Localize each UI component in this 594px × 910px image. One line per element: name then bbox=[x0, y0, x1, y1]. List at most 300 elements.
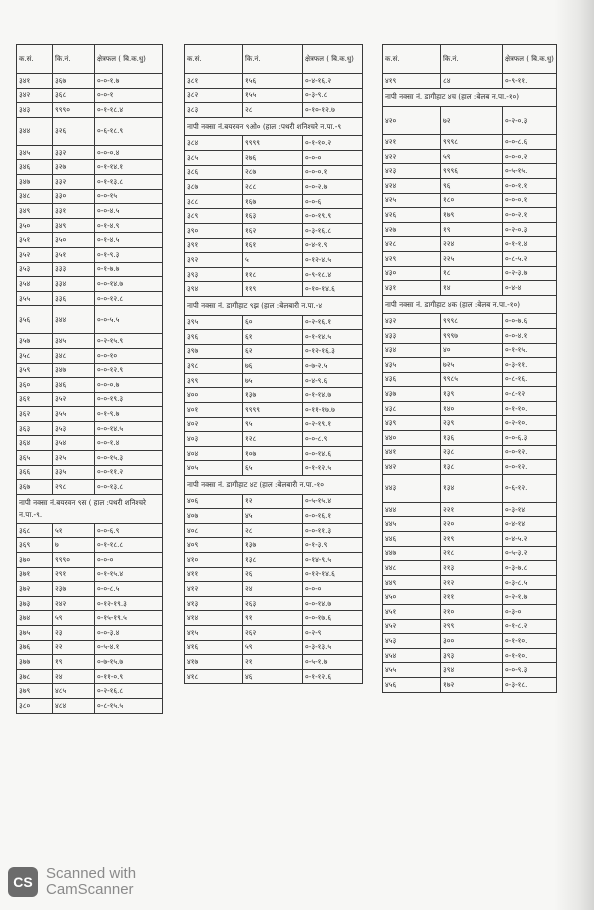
serial-cell: ३९५ bbox=[185, 315, 243, 330]
area-cell: ०-८-१२ bbox=[503, 387, 557, 402]
section-heading-row bbox=[185, 296, 363, 315]
area-cell: ०-७-१५.७ bbox=[95, 655, 163, 670]
table-row bbox=[17, 655, 163, 670]
serial-cell: ३४२ bbox=[17, 88, 53, 103]
table-row bbox=[383, 178, 557, 193]
table-row bbox=[185, 165, 363, 180]
serial-cell: ४४३ bbox=[383, 474, 441, 502]
area-cell: ०-२-९ bbox=[303, 625, 363, 640]
kitta-cell: ३९४ bbox=[441, 663, 503, 678]
table-row bbox=[185, 223, 363, 238]
kitta-cell: २९१ bbox=[53, 567, 95, 582]
table-row bbox=[17, 378, 163, 393]
kitta-cell: २८७ bbox=[243, 165, 303, 180]
serial-cell: ३८६ bbox=[185, 165, 243, 180]
kitta-cell: ३४७ bbox=[53, 363, 95, 378]
kitta-cell: ९९९६ bbox=[441, 164, 503, 179]
kitta-cell: १३४ bbox=[441, 474, 503, 502]
area-cell: ०-०-१५.३ bbox=[95, 451, 163, 466]
land-table-column-1 bbox=[16, 44, 163, 714]
table-row bbox=[383, 135, 557, 150]
kitta-cell: ७२ bbox=[441, 107, 503, 135]
kitta-cell: २२५ bbox=[441, 251, 503, 266]
section-heading-row bbox=[383, 295, 557, 314]
serial-cell: ४०७ bbox=[185, 509, 243, 524]
header-cell-plot-no: क.सं. bbox=[17, 45, 53, 74]
area-cell: ०-१-१३.८ bbox=[95, 174, 163, 189]
serial-cell: ३७९ bbox=[17, 684, 53, 699]
kitta-cell: २३९ bbox=[441, 416, 503, 431]
table-row bbox=[185, 596, 363, 611]
kitta-cell: ९९९९ bbox=[243, 403, 303, 418]
table-row bbox=[383, 107, 557, 135]
table-row bbox=[17, 626, 163, 641]
kitta-cell: २१८ bbox=[441, 546, 503, 561]
serial-cell: ३४९ bbox=[17, 204, 53, 219]
table-row bbox=[185, 373, 363, 388]
table-row bbox=[383, 677, 557, 692]
kitta-cell: २१० bbox=[441, 605, 503, 620]
area-cell: ०-०-० bbox=[95, 553, 163, 568]
serial-cell: ३६६ bbox=[17, 465, 53, 480]
area-cell: ०-२-१६.१ bbox=[303, 315, 363, 330]
serial-cell: ३६८ bbox=[17, 523, 53, 538]
area-cell: ०-२-१६.८ bbox=[95, 684, 163, 699]
serial-cell: ४५४ bbox=[383, 648, 441, 663]
table-row bbox=[383, 605, 557, 620]
serial-cell: ३६७ bbox=[17, 480, 53, 495]
kitta-cell: २६ bbox=[243, 567, 303, 582]
kitta-cell: ८४ bbox=[441, 74, 503, 89]
serial-cell: ३६२ bbox=[17, 407, 53, 422]
table-row bbox=[185, 344, 363, 359]
kitta-cell: १५६ bbox=[243, 74, 303, 89]
area-cell: ०-३-९.८ bbox=[303, 88, 363, 103]
serial-cell: ४४४ bbox=[383, 502, 441, 517]
serial-cell: ३७४ bbox=[17, 611, 53, 626]
table-row bbox=[17, 538, 163, 553]
kitta-cell: ३४६ bbox=[53, 378, 95, 393]
area-cell: ०-३-८.५ bbox=[503, 575, 557, 590]
kitta-cell: ९९९७ bbox=[441, 328, 503, 343]
serial-cell: ३४८ bbox=[17, 189, 53, 204]
area-cell: ०-३-१६.८ bbox=[303, 223, 363, 238]
header-row bbox=[17, 45, 163, 74]
kitta-cell: ४५ bbox=[243, 509, 303, 524]
table-row bbox=[383, 328, 557, 343]
table-row bbox=[17, 348, 163, 363]
table-row bbox=[383, 663, 557, 678]
kitta-cell: १६१ bbox=[243, 238, 303, 253]
kitta-cell: ३३२ bbox=[53, 145, 95, 160]
serial-cell: ३५९ bbox=[17, 363, 53, 378]
area-cell: ०-०-१२. bbox=[503, 460, 557, 475]
serial-cell: ४१३ bbox=[185, 596, 243, 611]
area-cell: ०-०-१४.५ bbox=[95, 421, 163, 436]
kitta-cell: १३९ bbox=[441, 387, 503, 402]
table-row bbox=[383, 416, 557, 431]
area-cell: ०-९-१८.४ bbox=[303, 267, 363, 282]
header-cell-plot-no: क.सं. bbox=[383, 45, 441, 74]
section-heading: नापी नक्सा नं. डागीहाट ४ट (हाल :बेलबारी न.पा.-१० bbox=[185, 476, 363, 495]
kitta-cell: ३४५ bbox=[53, 334, 95, 349]
kitta-cell: २१३ bbox=[441, 561, 503, 576]
land-table-column-2 bbox=[184, 44, 363, 684]
serial-cell: ४४१ bbox=[383, 445, 441, 460]
table-row bbox=[185, 282, 363, 297]
table-row bbox=[383, 619, 557, 634]
kitta-cell: ६५ bbox=[243, 461, 303, 476]
kitta-cell: ५१ bbox=[53, 523, 95, 538]
serial-cell: ३७६ bbox=[17, 640, 53, 655]
serial-cell: ४२४ bbox=[383, 178, 441, 193]
area-cell: ०-०-२.१ bbox=[503, 208, 557, 223]
table-row bbox=[383, 634, 557, 649]
table-row bbox=[383, 208, 557, 223]
serial-cell: ३५० bbox=[17, 218, 53, 233]
area-cell: ०-४-१६.२ bbox=[303, 74, 363, 89]
kitta-cell: २७६ bbox=[243, 150, 303, 165]
serial-cell: ४२२ bbox=[383, 149, 441, 164]
table-row bbox=[383, 460, 557, 475]
area-cell: ०-६-१८.९ bbox=[95, 117, 163, 145]
area-cell: ०-१-१५.४ bbox=[95, 567, 163, 582]
kitta-cell: ३२७ bbox=[53, 160, 95, 175]
serial-cell: ४०१ bbox=[185, 403, 243, 418]
area-cell: ०-१-१०.२ bbox=[303, 136, 363, 151]
table-row bbox=[17, 451, 163, 466]
table-row bbox=[185, 494, 363, 509]
table-row bbox=[17, 291, 163, 306]
area-cell: ०-५-४.१ bbox=[95, 640, 163, 655]
serial-cell: ३७२ bbox=[17, 582, 53, 597]
area-cell: ०-०-०.७ bbox=[95, 378, 163, 393]
area-cell: ०-०-१६.१ bbox=[303, 509, 363, 524]
area-cell: ०-०-१० bbox=[95, 348, 163, 363]
kitta-cell: २९८ bbox=[53, 480, 95, 495]
section-heading: नापी नक्सा नं.बयरवन ९स ( हाल :पथरी शनिश्चरे न.पा.-९. bbox=[17, 494, 163, 523]
serial-cell: ३५२ bbox=[17, 247, 53, 262]
area-cell: ०-४-१४ bbox=[503, 517, 557, 532]
area-cell: ०-१-१२.५ bbox=[303, 461, 363, 476]
area-cell: ०-१-१५. bbox=[503, 343, 557, 358]
kitta-cell: १३८ bbox=[243, 553, 303, 568]
serial-cell: ३७७ bbox=[17, 655, 53, 670]
serial-cell: ४२३ bbox=[383, 164, 441, 179]
area-cell: ०-१-३.९ bbox=[303, 538, 363, 553]
table-row bbox=[17, 189, 163, 204]
area-cell: ०-१-७.७ bbox=[95, 262, 163, 277]
serial-cell: ४०८ bbox=[185, 523, 243, 538]
area-cell: ०-१२-१९.३ bbox=[95, 596, 163, 611]
kitta-cell: ९९९० bbox=[53, 103, 95, 118]
area-cell: ०-१-१२.६ bbox=[303, 669, 363, 684]
kitta-cell: ७ bbox=[53, 538, 95, 553]
table-row bbox=[185, 103, 363, 118]
kitta-cell: ७२५ bbox=[441, 358, 503, 373]
table-row bbox=[17, 392, 163, 407]
kitta-cell: १२८ bbox=[243, 432, 303, 447]
area-cell: ०-०-६ bbox=[303, 194, 363, 209]
area-cell: ०-०-१५ bbox=[95, 189, 163, 204]
table-row bbox=[185, 253, 363, 268]
page-edge-shadow bbox=[554, 0, 594, 910]
area-cell: ०-०-१.१ bbox=[503, 178, 557, 193]
area-cell: ०-३-० bbox=[503, 605, 557, 620]
table-row bbox=[383, 343, 557, 358]
table-row bbox=[17, 247, 163, 262]
scanner-watermark bbox=[8, 866, 136, 898]
table-row bbox=[383, 237, 557, 252]
area-cell: ०-०-०.४ bbox=[95, 145, 163, 160]
table-row bbox=[383, 502, 557, 517]
kitta-cell: ३४४ bbox=[53, 306, 95, 334]
area-cell: ०-०-१४.७ bbox=[303, 596, 363, 611]
serial-cell: ३४३ bbox=[17, 103, 53, 118]
area-cell: ०-१०-१४.६ bbox=[303, 282, 363, 297]
table-row bbox=[185, 567, 363, 582]
serial-cell: ३८४ bbox=[185, 136, 243, 151]
table-row bbox=[17, 117, 163, 145]
area-cell: ०-४-९.६ bbox=[303, 373, 363, 388]
table-row bbox=[17, 421, 163, 436]
serial-cell: ४०६ bbox=[185, 494, 243, 509]
serial-cell: ४१६ bbox=[185, 640, 243, 655]
area-cell: ०-३-१४ bbox=[503, 502, 557, 517]
kitta-cell: २२ bbox=[53, 640, 95, 655]
kitta-cell: ३३२ bbox=[53, 174, 95, 189]
kitta-cell: १३७ bbox=[243, 388, 303, 403]
kitta-cell: ९१ bbox=[243, 611, 303, 626]
serial-cell: ३४१ bbox=[17, 74, 53, 89]
table-row bbox=[17, 669, 163, 684]
table-row bbox=[185, 388, 363, 403]
table-row bbox=[17, 523, 163, 538]
area-cell: ०-०-० bbox=[303, 150, 363, 165]
serial-cell: ४५६ bbox=[383, 677, 441, 692]
area-cell: ०-०-८.५ bbox=[95, 582, 163, 597]
section-heading-row bbox=[185, 117, 363, 136]
kitta-cell: ४८४ bbox=[53, 698, 95, 713]
kitta-cell: २८ bbox=[243, 523, 303, 538]
table-row bbox=[383, 372, 557, 387]
serial-cell: ४२८ bbox=[383, 237, 441, 252]
table-row bbox=[383, 532, 557, 547]
area-cell: ०-१-१०. bbox=[503, 634, 557, 649]
table-row bbox=[17, 74, 163, 89]
table-row bbox=[17, 553, 163, 568]
kitta-cell: २६२ bbox=[243, 625, 303, 640]
kitta-cell: ४६ bbox=[243, 669, 303, 684]
kitta-cell: ९९९८ bbox=[441, 314, 503, 329]
area-cell: ०-२-१.७ bbox=[503, 590, 557, 605]
table-row bbox=[17, 262, 163, 277]
kitta-cell: २३८ bbox=[441, 445, 503, 460]
kitta-cell: ३३४ bbox=[53, 277, 95, 292]
serial-cell: ४२९ bbox=[383, 251, 441, 266]
kitta-cell: ३४९ bbox=[53, 218, 95, 233]
kitta-cell: २८८ bbox=[243, 180, 303, 195]
serial-cell: ३४५ bbox=[17, 145, 53, 160]
land-table-column-3 bbox=[382, 44, 557, 693]
serial-cell: ४२६ bbox=[383, 208, 441, 223]
kitta-cell: २३७ bbox=[53, 582, 95, 597]
table-row bbox=[383, 281, 557, 296]
serial-cell: ३५५ bbox=[17, 291, 53, 306]
kitta-cell: ९५ bbox=[243, 417, 303, 432]
kitta-cell: ३९३ bbox=[441, 648, 503, 663]
area-cell: ०-७-२.५ bbox=[303, 359, 363, 374]
area-cell: ०-३-१३.५ bbox=[303, 640, 363, 655]
serial-cell: ४३९ bbox=[383, 416, 441, 431]
area-cell: ०-१५-१९.५ bbox=[95, 611, 163, 626]
serial-cell: ४४० bbox=[383, 431, 441, 446]
area-cell: ०-०-० bbox=[303, 582, 363, 597]
area-cell: ०-०-९.३ bbox=[503, 663, 557, 678]
area-cell: ०-१-८.२ bbox=[503, 619, 557, 634]
area-cell: ०-०-१९.३ bbox=[95, 392, 163, 407]
kitta-cell: ३३५ bbox=[53, 465, 95, 480]
kitta-cell: १७९ bbox=[441, 208, 503, 223]
camscanner-logo-icon: CS bbox=[8, 867, 38, 897]
kitta-cell: ९९८५ bbox=[441, 372, 503, 387]
serial-cell: ३९८ bbox=[185, 359, 243, 374]
table-row bbox=[17, 480, 163, 495]
table-row bbox=[17, 88, 163, 103]
kitta-cell: १४० bbox=[441, 401, 503, 416]
area-cell: ०-०-७.६ bbox=[503, 314, 557, 329]
table-row bbox=[185, 611, 363, 626]
serial-cell: ३८८ bbox=[185, 194, 243, 209]
table-row bbox=[185, 267, 363, 282]
table-row bbox=[383, 401, 557, 416]
table-row bbox=[383, 222, 557, 237]
kitta-cell: ७६ bbox=[243, 359, 303, 374]
serial-cell: ४०५ bbox=[185, 461, 243, 476]
table-row bbox=[185, 625, 363, 640]
table-row bbox=[383, 445, 557, 460]
kitta-cell: ३२५ bbox=[53, 451, 95, 466]
serial-cell: ३६४ bbox=[17, 436, 53, 451]
table-row bbox=[383, 74, 557, 89]
serial-cell: ४०९ bbox=[185, 538, 243, 553]
table-row bbox=[383, 149, 557, 164]
area-cell: ०-८-१६. bbox=[503, 372, 557, 387]
serial-cell: ३९७ bbox=[185, 344, 243, 359]
table-row bbox=[185, 553, 363, 568]
serial-cell: ३७० bbox=[17, 553, 53, 568]
table-row bbox=[17, 233, 163, 248]
area-cell: ०-०-१२.८ bbox=[95, 291, 163, 306]
serial-cell: ४२० bbox=[383, 107, 441, 135]
serial-cell: ३७१ bbox=[17, 567, 53, 582]
kitta-cell: २१९ bbox=[441, 532, 503, 547]
area-cell: ०-१-९.७ bbox=[95, 407, 163, 422]
kitta-cell: ३६८ bbox=[53, 88, 95, 103]
area-cell: ०-५-१५. bbox=[503, 164, 557, 179]
table-row bbox=[383, 251, 557, 266]
area-cell: ०-२-०.३ bbox=[503, 107, 557, 135]
area-cell: ०-०-१२.९ bbox=[95, 363, 163, 378]
area-cell: ०-१०-१२.७ bbox=[303, 103, 363, 118]
serial-cell: ३६५ bbox=[17, 451, 53, 466]
table-row bbox=[383, 193, 557, 208]
serial-cell: ३९१ bbox=[185, 238, 243, 253]
serial-cell: ४४७ bbox=[383, 546, 441, 561]
kitta-cell: ६२ bbox=[243, 344, 303, 359]
area-cell: ०-४-१.९ bbox=[303, 238, 363, 253]
header-cell-area: क्षेत्रफल ( बि.क.धु) bbox=[95, 45, 163, 74]
kitta-cell: २१ bbox=[243, 655, 303, 670]
kitta-cell: १३६ bbox=[441, 431, 503, 446]
kitta-cell: ४८५ bbox=[53, 684, 95, 699]
section-heading: नापी नक्सा नं. डागीहाट ९झ (हाल :बेलबारी न.पा.-४ bbox=[185, 296, 363, 315]
area-cell: ०-१२-४.५ bbox=[303, 253, 363, 268]
area-cell: ०-०-१७.६ bbox=[303, 611, 363, 626]
table-body bbox=[383, 45, 557, 693]
area-cell: ०-०-४.५ bbox=[95, 204, 163, 219]
kitta-cell: ६० bbox=[243, 315, 303, 330]
table-row bbox=[17, 698, 163, 713]
serial-cell: ३९३ bbox=[185, 267, 243, 282]
table-row bbox=[383, 546, 557, 561]
kitta-cell: ३२६ bbox=[53, 117, 95, 145]
kitta-cell: ३५१ bbox=[53, 247, 95, 262]
area-cell: ०-०-१३.८ bbox=[95, 480, 163, 495]
serial-cell: ४३५ bbox=[383, 358, 441, 373]
area-cell: ०-०-५.५ bbox=[95, 306, 163, 334]
serial-cell: ४३२ bbox=[383, 314, 441, 329]
table-row bbox=[383, 561, 557, 576]
serial-cell: ३७३ bbox=[17, 596, 53, 611]
area-cell: ०-१-१४.१ bbox=[95, 160, 163, 175]
kitta-cell: १८० bbox=[441, 193, 503, 208]
area-cell: ०-१-१०. bbox=[503, 401, 557, 416]
kitta-cell: ३५० bbox=[53, 233, 95, 248]
serial-cell: ३८७ bbox=[185, 180, 243, 195]
area-cell: ०-९-११. bbox=[503, 74, 557, 89]
area-cell: ०-५-१.७ bbox=[303, 655, 363, 670]
serial-cell: ४५३ bbox=[383, 634, 441, 649]
section-heading: नापी नक्सा नं.बयरवन ९ओ० (हाल :पथरी शनिश्चरे न.पा.-९ bbox=[185, 117, 363, 136]
serial-cell: ३९२ bbox=[185, 253, 243, 268]
header-row bbox=[383, 45, 557, 74]
serial-cell: ३७५ bbox=[17, 626, 53, 641]
table-row bbox=[185, 136, 363, 151]
kitta-cell: १९ bbox=[441, 222, 503, 237]
serial-cell: ४४५ bbox=[383, 517, 441, 532]
serial-cell: ३८१ bbox=[185, 74, 243, 89]
table-row bbox=[17, 407, 163, 422]
kitta-cell: ५९ bbox=[441, 149, 503, 164]
kitta-cell: ७५ bbox=[243, 373, 303, 388]
area-cell: ०-१-१.४ bbox=[503, 237, 557, 252]
kitta-cell: ९६ bbox=[441, 178, 503, 193]
table-row bbox=[383, 387, 557, 402]
serial-cell: ४४६ bbox=[383, 532, 441, 547]
area-cell: ०-३-११. bbox=[503, 358, 557, 373]
area-cell: ०-१-१०. bbox=[503, 648, 557, 663]
table-row bbox=[383, 474, 557, 502]
kitta-cell: ३५२ bbox=[53, 392, 95, 407]
table-row bbox=[17, 596, 163, 611]
table-row bbox=[185, 315, 363, 330]
table-row bbox=[17, 465, 163, 480]
table-row bbox=[17, 306, 163, 334]
serial-cell: ४४८ bbox=[383, 561, 441, 576]
table-row bbox=[185, 359, 363, 374]
table-body bbox=[17, 45, 163, 714]
